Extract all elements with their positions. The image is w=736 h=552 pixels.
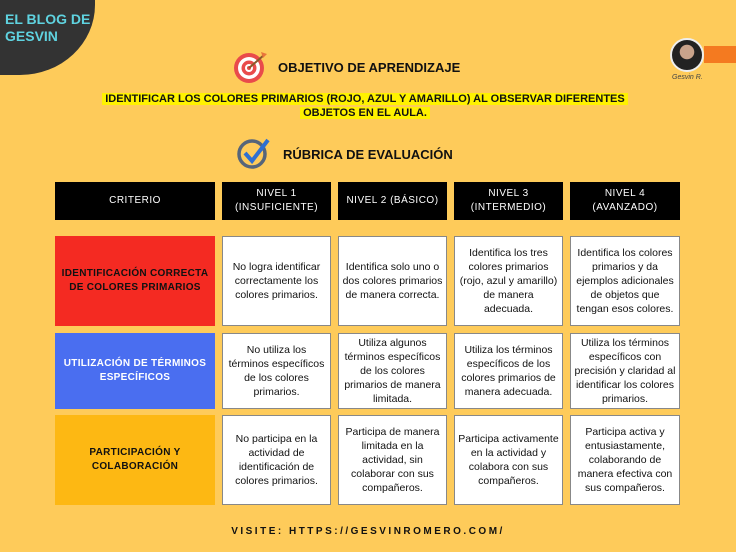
footer-link[interactable]: VISITE: HTTPS://GESVINROMERO.COM/ (231, 526, 505, 537)
level-cell: Identifica los tres colores primarios (rojo, azul y amarillo) de manera adecuada. (454, 236, 563, 326)
logo-text (5, 11, 90, 45)
level-cell: Participa activamente en la actividad y colabora con sus compañeros. (454, 415, 563, 505)
rubric-heading: RÚBRICA DE EVALUACIÓN (283, 147, 453, 162)
objective-heading: OBJETIVO DE APRENDIZAJE (278, 60, 461, 75)
logo-line2: GESVIN (5, 28, 58, 44)
criterion-cell: UTILIZACIÓN DE TÉRMINOS ESPECÍFICOS (55, 333, 215, 409)
level-cell: Identifica solo uno o dos colores primarios de manera correcta. (338, 236, 447, 326)
level-cell: Utiliza los términos específicos con precisión y claridad al identificar los colores primarios. (570, 333, 680, 409)
header-cell: NIVEL 1 (INSUFICIENTE) (222, 182, 331, 220)
level-cell: Utiliza los términos específicos de los colores primarios de manera adecuada. (454, 333, 563, 409)
avatar (670, 38, 704, 72)
header-cell: NIVEL 4 (AVANZADO) (570, 182, 680, 220)
header-cell: NIVEL 3 (INTERMEDIO) (454, 182, 563, 220)
criterion-cell: PARTICIPACIÓN Y COLABORACIÓN (55, 415, 215, 505)
level-cell: Identifica los colores primarios y da ejemplos adicionales de objetos que tengan esos colores. (570, 236, 680, 326)
objective-text (90, 92, 640, 120)
target-icon (233, 50, 269, 84)
header-cell: NIVEL 2 (BÁSICO) (338, 182, 447, 220)
level-cell: No utiliza los términos específicos de los colores primarios. (222, 333, 331, 409)
blog-logo (0, 0, 95, 75)
orange-accent-bar (704, 46, 736, 63)
level-cell: Utiliza algunos términos específicos de los colores primarios de manera limitada. (338, 333, 447, 409)
logo-line1: EL BLOG DE (5, 11, 91, 27)
level-cell: No logra identificar correctamente los colores primarios. (222, 236, 331, 326)
level-cell: Participa activa y entusiastamente, colaborando de manera efectiva con sus compañeros. (570, 415, 680, 505)
criterion-cell: IDENTIFICACIÓN CORRECTA DE COLORES PRIMARIOS (55, 236, 215, 326)
signature: Gesvin R. (672, 74, 703, 81)
header-cell: CRITERIO (55, 182, 215, 220)
level-cell: Participa de manera limitada en la actividad, sin colaborar con sus compañeros. (338, 415, 447, 505)
level-cell: No participa en la actividad de identificación de colores primarios. (222, 415, 331, 505)
objective-line1: IDENTIFICAR LOS COLORES PRIMARIOS (ROJO, AZUL Y AMARILLO) AL OBSERVAR DIFERENTES (102, 93, 627, 105)
checkmark-icon (236, 136, 272, 170)
objective-line2: OBJETOS EN EL AULA. (300, 107, 430, 119)
